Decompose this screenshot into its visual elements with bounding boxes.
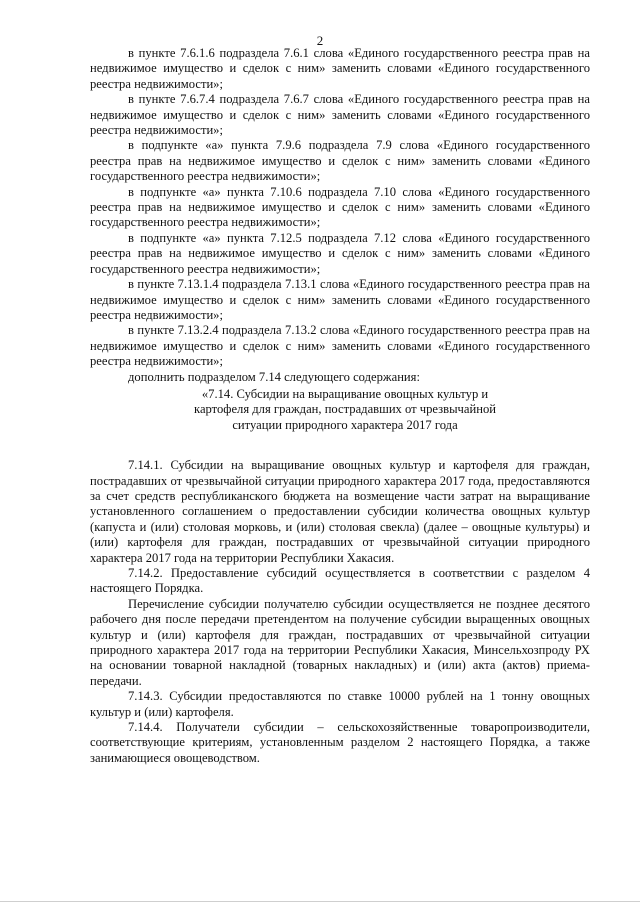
amendment-paragraph: в пункте 7.13.1.4 подраздела 7.13.1 слова «Единого государственного реестра прав на недвижимое имущество и сделок с ним» заменить словами «Единого государственного реестра недвижимости»; bbox=[90, 277, 590, 322]
amendment-paragraph: в подпункте «а» пункта 7.9.6 подраздела 7.9 слова «Единого государственного реестра прав на недвижимое имущество и сделок с ним» заменить словами «Единого государственного реестра недвижимости»; bbox=[90, 138, 590, 184]
section-title-line: «7.14. Субсидии на выращивание овощных культур и bbox=[201, 386, 489, 401]
amendment-paragraph: дополнить подразделом 7.14 следующего содержания: bbox=[128, 369, 420, 384]
amendment-paragraph: в пункте 7.6.7.4 подраздела 7.6.7 слова «Единого государственного реестра прав на недвижимое имущество и сделок с ним» заменить словами «Единого государственного реестра недвижимости»; bbox=[90, 92, 590, 138]
page-edge-divider bbox=[0, 901, 640, 902]
section-title-line: ситуации природного характера 2017 года bbox=[232, 417, 458, 432]
amendment-paragraph: в подпункте «а» пункта 7.12.5 подраздела 7.12 слова «Единого государственного реестра прав на недвижимое имущество и сделок с ним» заменить словами «Единого государственного реестра недвижимости»; bbox=[90, 230, 590, 276]
amendment-paragraph: в подпункте «а» пункта 7.10.6 подраздела 7.10 слова «Единого государственного реестра прав на недвижимое имущество и сделок с ним» заменить словами «Единого государственного реестра недвижимости»; bbox=[90, 184, 590, 230]
document-body bbox=[90, 46, 590, 766]
body-paragraph: 7.14.1. Субсидии на выращивание овощных культур и картофеля для граждан, пострадавших от чрезвычайной ситуации природного характера 2017 года, предоставляются за счет средств республиканского бюджета на возмещение части затрат на выращивание установленного соглашением о предоставлении субсидии количества овощных культур (капуста и (или) столовая морковь, и (или) столовая свекла) (далее – овощные культуры) и (или) картофеля для граждан, пострадавших от чрезвычайной ситуации природного характера 2017 года на территории Республики Хакасия. bbox=[90, 458, 590, 565]
body-paragraph: 7.14.2. Предоставление субсидий осуществляется в соответствии с разделом 4 настоящего Порядка. bbox=[90, 566, 590, 596]
body-paragraph: 7.14.4. Получатели субсидии – сельскохозяйственные товаропроизводители, соответствующие критериям, установленным разделом 2 настоящего Порядка, а также занимающиеся овощеводством. bbox=[90, 720, 590, 765]
section-title-line: картофеля для граждан, пострадавших от чрезвычайной bbox=[194, 402, 496, 417]
page-number: 2 bbox=[316, 33, 324, 48]
amendment-paragraph: в пункте 7.13.2.4 подраздела 7.13.2 слова «Единого государственного реестра прав на недвижимое имущество и сделок с ним» заменить словами «Единого государственного реестра недвижимости»; bbox=[90, 323, 590, 369]
body-paragraph: Перечисление субсидии получателю субсидии осуществляется не позднее десятого рабочего дня после передачи претендентом на получение субсидии выращенных овощных культур и (или) картофеля для граждан, пострадавших от чрезвычайной ситуации природного характера 2017 года на территории Республики Хакасия, Минсельхозпроду РХ на основании товарной накладной (товарных накладных) и (или) акта (актов) приема-передачи. bbox=[90, 596, 590, 688]
section-title bbox=[90, 387, 590, 433]
body-paragraph: 7.14.3. Субсидии предоставляются по ставке 10000 рублей на 1 тонну овощных культур и (или) картофеля. bbox=[90, 689, 590, 719]
amendment-paragraph: в пункте 7.6.1.6 подраздела 7.6.1 слова «Единого государственного реестра прав на недвижимое имущество и сделок с ним» заменить словами «Единого государственного реестра недвижимости»; bbox=[90, 46, 590, 91]
spacer bbox=[90, 433, 590, 458]
